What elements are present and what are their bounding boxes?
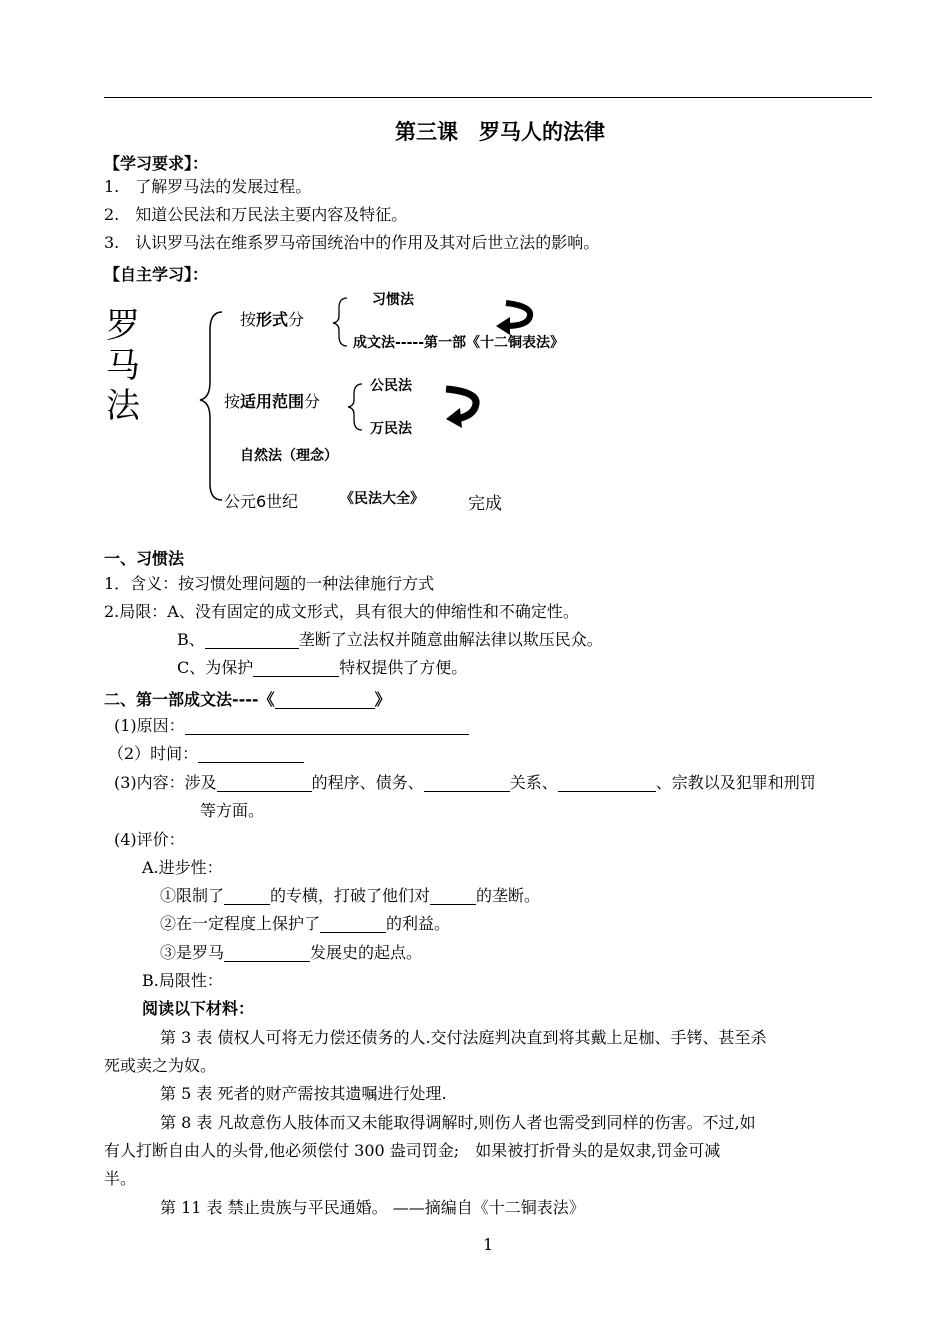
p1-part-c: 的垄断。 [476, 886, 541, 905]
customary-limit-b [177, 630, 603, 650]
table-8-line-2: 有人打断自由人的头骨,他必须偿付 300 盎司罚金; 如果被打折骨头的是奴隶,罚金可减 [104, 1141, 721, 1160]
customary-limit-c [177, 658, 467, 678]
progress-label: A.进步性： [142, 858, 223, 877]
self-study-heading: 【自主学习】： [104, 265, 209, 284]
requirement-item-1: 1. 了解罗马法的发展过程。 [104, 177, 312, 196]
table-11-line: 第 11 表 禁止贵族与平民通婚。 ——摘编自《十二铜表法》 [160, 1198, 585, 1217]
sec2-heading-suffix: 》 [374, 690, 391, 709]
scope-prefix: 按 [224, 392, 241, 411]
table-3-line-1: 第 3 表 债权人可将无力偿还债务的人.交付法庭判决直到将其戴上足枷、手铐、甚至杀 [160, 1028, 767, 1047]
blank-field[interactable] [430, 886, 476, 905]
limit-b-suffix: 垄断了立法权并随意曲解法律以欺压民众。 [298, 630, 603, 649]
requirements-heading: 【学习要求】： [104, 154, 209, 173]
limitations-label: B.局限性： [142, 971, 223, 990]
table-5-line: 第 5 表 死者的财产需按其遗嘱进行处理. [160, 1084, 447, 1103]
scope-classification [224, 389, 320, 412]
completed-label: 完成 [468, 494, 502, 514]
section-2-heading [104, 687, 391, 710]
time-label: （2）时间： [108, 744, 199, 763]
diagram-lines [0, 0, 950, 540]
blank-field[interactable] [424, 773, 510, 792]
century-label: 公元6世纪 [224, 492, 299, 511]
reading-heading: 阅读以下材料： [142, 999, 255, 1018]
blank-field[interactable] [275, 690, 375, 709]
main-brace [200, 312, 222, 500]
form-bold: 形式 [256, 310, 289, 329]
blank-field[interactable] [205, 630, 299, 649]
law-of-nations-label: 万民法 [370, 421, 412, 437]
blank-field[interactable] [224, 886, 270, 905]
root-char-3: 法 [106, 386, 140, 426]
natural-law-label: 自然法（理念） [240, 448, 338, 464]
curved-arrow-2 [446, 389, 476, 428]
blank-field[interactable] [253, 658, 339, 677]
p2-part-a: ②在一定程度上保护了 [160, 914, 321, 933]
progress-item-1 [160, 886, 540, 906]
limit-b-prefix: B、 [177, 630, 205, 649]
progress-item-2 [160, 914, 450, 934]
customary-meaning: 1．含义：按习惯处理问题的一种法律施行方式 [104, 574, 435, 593]
blank-field[interactable] [224, 943, 310, 962]
content-mid-2: 关系、 [509, 773, 558, 792]
page-number: 1 [483, 1235, 494, 1254]
table-3-line-2: 死或卖之为奴。 [104, 1056, 217, 1075]
requirement-item-3: 3. 认识罗马法在维系罗马帝国统治中的作用及其对后世立法的影响。 [104, 233, 600, 252]
table-8-line-1: 第 8 表 凡故意伤人肢体而又未能取得调解时,则伤人者也需受到同样的伤害。不过,如 [160, 1113, 756, 1132]
corpus-label: 《民法大全》 [340, 491, 424, 507]
progress-item-3 [160, 943, 422, 963]
p2-part-b: 的利益。 [386, 914, 451, 933]
curved-arrow-1 [496, 303, 530, 335]
blank-field[interactable] [198, 744, 304, 763]
scope-suffix: 分 [304, 392, 321, 411]
blank-field[interactable] [217, 773, 312, 792]
limit-c-suffix: 特权提供了方便。 [339, 658, 468, 677]
page-title: 第三课 罗马人的法律 [395, 120, 605, 144]
content-suffix: 、宗教以及犯罪和刑罚 [655, 773, 816, 792]
blank-field[interactable] [558, 773, 656, 792]
customary-limit-a: 2.局限：A、没有固定的成文形式，具有很大的伸缩性和不确定性。 [104, 602, 579, 621]
p1-part-b: 的专横，打破了他们对 [270, 886, 431, 905]
blank-field[interactable] [185, 716, 469, 735]
blank-field[interactable] [320, 914, 386, 933]
civil-law-label: 公民法 [370, 378, 412, 394]
section-1-heading: 一、习惯法 [104, 549, 185, 568]
form-suffix: 分 [288, 310, 305, 329]
reason-label: (1)原因： [114, 716, 185, 735]
form-brace [333, 298, 347, 346]
content-prefix: (3)内容：涉及 [114, 773, 217, 792]
p1-part-a: ①限制了 [160, 886, 225, 905]
p3-part-a: ③是罗马 [160, 943, 225, 962]
sec2-heading-prefix: 二、第一部成文法----《 [104, 690, 275, 709]
limit-c-prefix: C、为保护 [177, 658, 254, 677]
scope-brace [348, 384, 362, 430]
written-law-label: 成文法-----第一部《十二铜表法》 [353, 335, 565, 351]
content-mid-1: 的程序、债务、 [311, 773, 424, 792]
content-line [114, 773, 816, 793]
customary-law-label: 习惯法 [372, 292, 414, 308]
root-char-1: 罗 [106, 306, 140, 346]
scope-bold: 适用范围 [240, 392, 305, 411]
form-classification [240, 307, 304, 330]
table-8-line-3: 半。 [104, 1169, 137, 1188]
time-line [108, 744, 304, 764]
reason-line [114, 716, 469, 736]
root-char-2: 马 [106, 346, 140, 386]
form-prefix: 按 [240, 310, 257, 329]
evaluation-label: (4)评价： [114, 830, 185, 849]
content-continuation: 等方面。 [200, 801, 265, 820]
requirement-item-2: 2. 知道公民法和万民法主要内容及特征。 [104, 205, 408, 224]
p3-part-b: 发展史的起点。 [310, 943, 423, 962]
